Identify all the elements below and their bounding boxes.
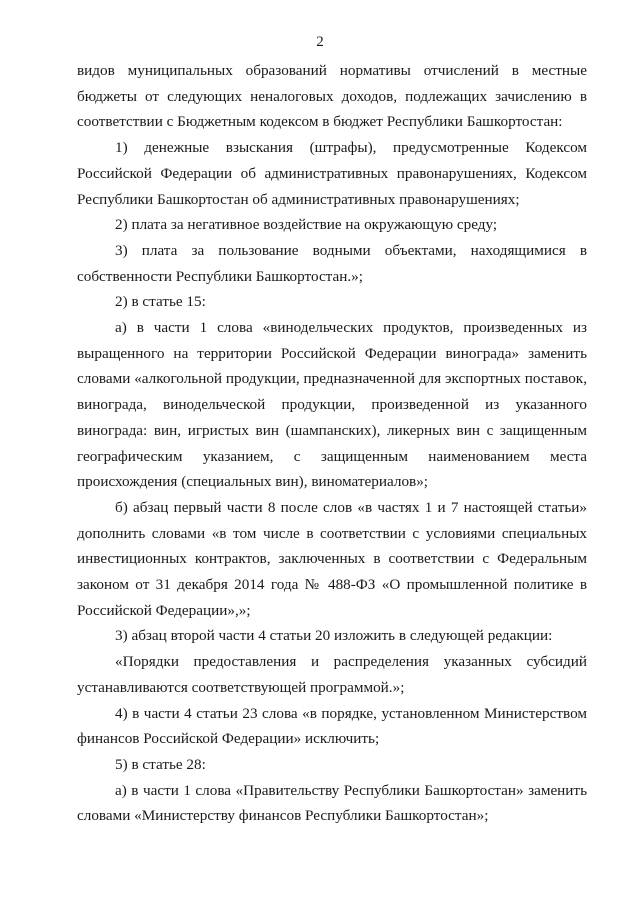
paragraph: 4) в части 4 статьи 23 слова «в порядке, установленном Министерством финансов Российской Федерации» исключить; bbox=[77, 704, 587, 748]
page-number: 2 bbox=[316, 34, 324, 50]
paragraph: 1) денежные взыскания (штрафы), предусмотренные Кодексом Российской Федерации об административных правонарушениях, Кодексом Республики Башкортостан об административных правонарушениях; bbox=[77, 139, 587, 208]
paragraph: 3) абзац второй части 4 статьи 20 изложить в следующей редакции: bbox=[115, 627, 553, 645]
paragraph: 2) в статье 15: bbox=[115, 293, 206, 311]
paragraph: «Порядки предоставления и распределения указанных субсидий устанавливаются соответствующей программой.»; bbox=[77, 653, 587, 696]
paragraph: видов муниципальных образований нормативы отчислений в местные бюджеты от следующих неналоговых доходов, подлежащих зачислению в соответствии с Бюджетным кодексом в бюджет Республики Башкортостан: bbox=[77, 62, 587, 131]
paragraph: 3) плата за пользование водными объектами, находящимися в собственности Республики Башкортостан.»; bbox=[77, 241, 587, 285]
paragraph: 2) плата за негативное воздействие на окружающую среду; bbox=[115, 216, 498, 234]
paragraph: 5) в статье 28: bbox=[115, 755, 206, 773]
paragraph: а) в части 1 слова «Правительству Республики Башкортостан» заменить словами «Министерству финансов Республики Башкортостан»; bbox=[77, 781, 587, 825]
document-body bbox=[77, 58, 587, 829]
paragraph: а) в части 1 слова «винодельческих продуктов, произведенных из выращенного на территории Российской Федерации винограда» заменить словами «алкогольной продукции, предназначенной для экспортных поставок, винограда, винодельческой продукции, произведенной из указанного винограда: вин, игристых вин (шампанских), ликерных вин с защищенным географическим указанием, с защищенным наименованием места происхождения (специальных вин), виноматериалов»; bbox=[77, 319, 587, 491]
paragraph: б) абзац первый части 8 после слов «в частях 1 и 7 настоящей статьи» дополнить словами «в том числе в соответствии с условиями специальных инвестиционных контрактов, заключенных в соответствии с Федеральным законом от 31 декабря 2014 года № 488-ФЗ «О промышленной политике в Российской Федерации»,»; bbox=[77, 498, 587, 619]
